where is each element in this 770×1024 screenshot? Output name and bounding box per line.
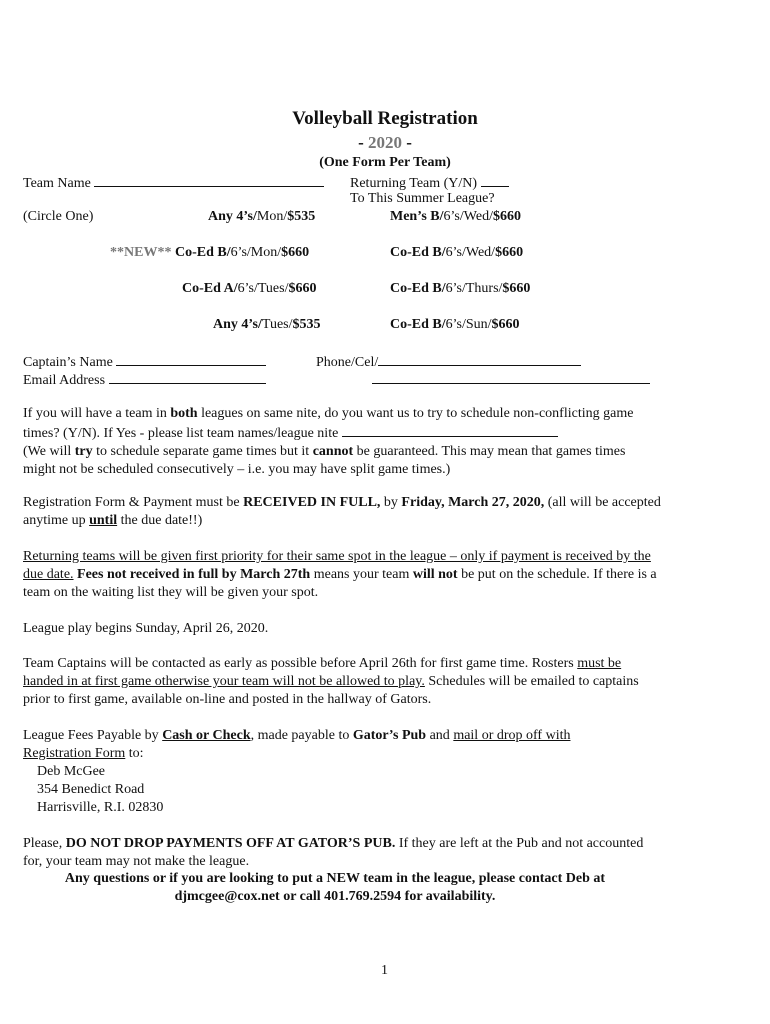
paragraph-captains: [23, 655, 663, 709]
captain-name-label: Captain’s Name: [23, 355, 113, 370]
league-option-division: Co-Ed B/: [174, 245, 231, 260]
emphasis: try: [74, 444, 93, 459]
league-option-night: 6’s/Sun/: [445, 317, 492, 332]
text: League Fees Payable by: [23, 728, 163, 743]
league-option-division: Men’s B/: [390, 209, 444, 224]
email-row: [23, 370, 266, 390]
email-label: Email Address: [23, 373, 106, 388]
league-option-night: 6’s/Wed/: [445, 245, 496, 260]
address-city: Harrisville, R.I. 02830: [37, 800, 164, 815]
year-prefix: -: [358, 133, 368, 152]
team-name-field[interactable]: [94, 173, 324, 187]
year-suffix: -: [402, 133, 412, 152]
league-option-night: 6’s/Tues/: [237, 281, 289, 296]
emphasis: Cash or Check: [162, 728, 251, 743]
text: Schedules will be emailed to captains prior to first game, available on-line and posted in the hallway of Gators.: [23, 674, 639, 707]
text: due date.: [23, 567, 74, 582]
text: (all will be accepted anytime up: [23, 495, 661, 528]
text: to:: [125, 746, 144, 761]
text: be put on the schedule. If there is a team on the waiting list they will be given your spot.: [23, 567, 657, 600]
text: by: [380, 495, 402, 510]
text: Registration Form & Payment must be: [23, 495, 244, 510]
form-year: [0, 133, 770, 153]
captain-name-row: [23, 352, 266, 372]
paragraph-scheduling: [23, 405, 648, 479]
league-option-price: $660: [491, 317, 520, 332]
returning-team-label: Returning Team (Y/N): [350, 176, 478, 191]
captain-name-field[interactable]: [116, 352, 266, 366]
league-option-price: $535: [287, 209, 316, 224]
emphasis: Gator’s Pub: [352, 728, 427, 743]
league-option-price: $660: [502, 281, 531, 296]
phone-row: [316, 352, 581, 372]
emphasis: until: [89, 513, 118, 528]
text: means your team: [310, 567, 413, 582]
text: must be handed in at first game otherwise your team will not be allowed to play.: [23, 656, 622, 689]
league-option-division: Co-Ed B/: [390, 281, 446, 296]
league-option-division: Co-Ed A/: [182, 281, 238, 296]
league-option[interactable]: [208, 208, 315, 226]
returning-team-label-2: To This Summer League?: [350, 191, 495, 206]
year-value: 2020: [368, 133, 402, 152]
paragraph-warning: [23, 835, 648, 871]
league-option-price: $660: [495, 245, 524, 260]
emphasis: both: [170, 406, 198, 421]
paragraph-priority: [23, 548, 658, 602]
text: If you will have a team in: [23, 406, 171, 421]
text: be guaranteed. This may mean that games times might not be scheduled consecutively – i.e. you may have split game times.): [23, 444, 626, 477]
emphasis: DO NOT DROP PAYMENTS OFF AT GATOR’S PUB.: [65, 836, 396, 851]
circle-one-label: (Circle One): [23, 209, 94, 224]
emphasis: Friday, March 27, 2020,: [401, 495, 545, 510]
league-option[interactable]: [182, 280, 316, 298]
league-option-division: Co-Ed B/: [390, 245, 446, 260]
league-option[interactable]: [390, 244, 523, 262]
phone-label: Phone/Cel/: [316, 355, 379, 370]
form-subtitle: (One Form Per Team): [319, 155, 451, 170]
league-option-night: 6’s/Thurs/: [445, 281, 503, 296]
text: and: [426, 728, 454, 743]
league-option[interactable]: [110, 244, 309, 262]
text: Returning teams will be given first priority for their same spot in the league – only if payment is received by the: [23, 549, 651, 564]
email-field[interactable]: [109, 370, 266, 384]
league-option-night: Tues/: [261, 317, 293, 332]
text: to schedule separate game times but it: [92, 444, 313, 459]
league-option-night: Mon/: [256, 209, 288, 224]
paragraph-deadline: [23, 494, 663, 530]
paragraph-fees: [23, 727, 633, 763]
extra-contact-field[interactable]: [372, 370, 650, 384]
league-option[interactable]: [390, 208, 521, 226]
league-option-night: 6’s/Mon/: [230, 245, 282, 260]
league-option-price: $660: [281, 245, 310, 260]
emphasis: Fees not received in full by March 27th: [77, 567, 311, 582]
text: , made payable to: [250, 728, 353, 743]
league-option-division: Any 4’s/: [208, 209, 257, 224]
address-name: Deb McGee: [37, 764, 106, 779]
league-option[interactable]: [390, 280, 530, 298]
league-option-price: $660: [492, 209, 521, 224]
league-option[interactable]: [390, 316, 520, 334]
closing-line-1: Any questions or if you are looking to put a NEW team in the league, please contact Deb at: [64, 871, 606, 886]
team-name-row: [23, 173, 324, 193]
team-names-field[interactable]: [342, 423, 558, 437]
text: Please,: [23, 836, 66, 851]
league-option-division: Co-Ed B/: [390, 317, 446, 332]
text: mail or drop off with Registration Form: [23, 728, 571, 761]
page-number: 1: [381, 963, 388, 978]
text: leagues on same nite, do you want us to try to schedule non-conflicting game times? (Y/N). If Yes - please list team names/league nite: [23, 406, 634, 441]
text: Team Captains will be contacted as early as possible before April 26th for first game time. Rosters: [23, 656, 578, 671]
phone-field[interactable]: [378, 352, 581, 366]
team-name-label: Team Name: [23, 176, 91, 191]
address-street: 354 Benedict Road: [37, 782, 145, 797]
league-option-price: $660: [288, 281, 317, 296]
text: (We will: [23, 444, 75, 459]
extra-contact-row: [372, 370, 650, 390]
new-tag: **NEW**: [110, 245, 172, 260]
league-option-division: Any 4’s/: [213, 317, 262, 332]
emphasis: will not: [412, 567, 458, 582]
text: the due date!!): [117, 513, 203, 528]
emphasis: cannot: [312, 444, 354, 459]
league-option[interactable]: [213, 316, 321, 334]
emphasis: RECEIVED IN FULL,: [243, 495, 381, 510]
league-option-price: $535: [292, 317, 321, 332]
closing-line-2: djmcgee@cox.net or call 401.769.2594 for availability.: [174, 889, 496, 904]
returning-team-field[interactable]: [481, 173, 509, 187]
text: If they are left at the Pub and not accounted for, your team may not make the league.: [23, 836, 644, 869]
league-option-night: 6’s/Wed/: [443, 209, 493, 224]
paragraph-start-date: League play begins Sunday, April 26, 2020.: [23, 621, 269, 636]
form-title: Volleyball Registration: [292, 108, 478, 129]
